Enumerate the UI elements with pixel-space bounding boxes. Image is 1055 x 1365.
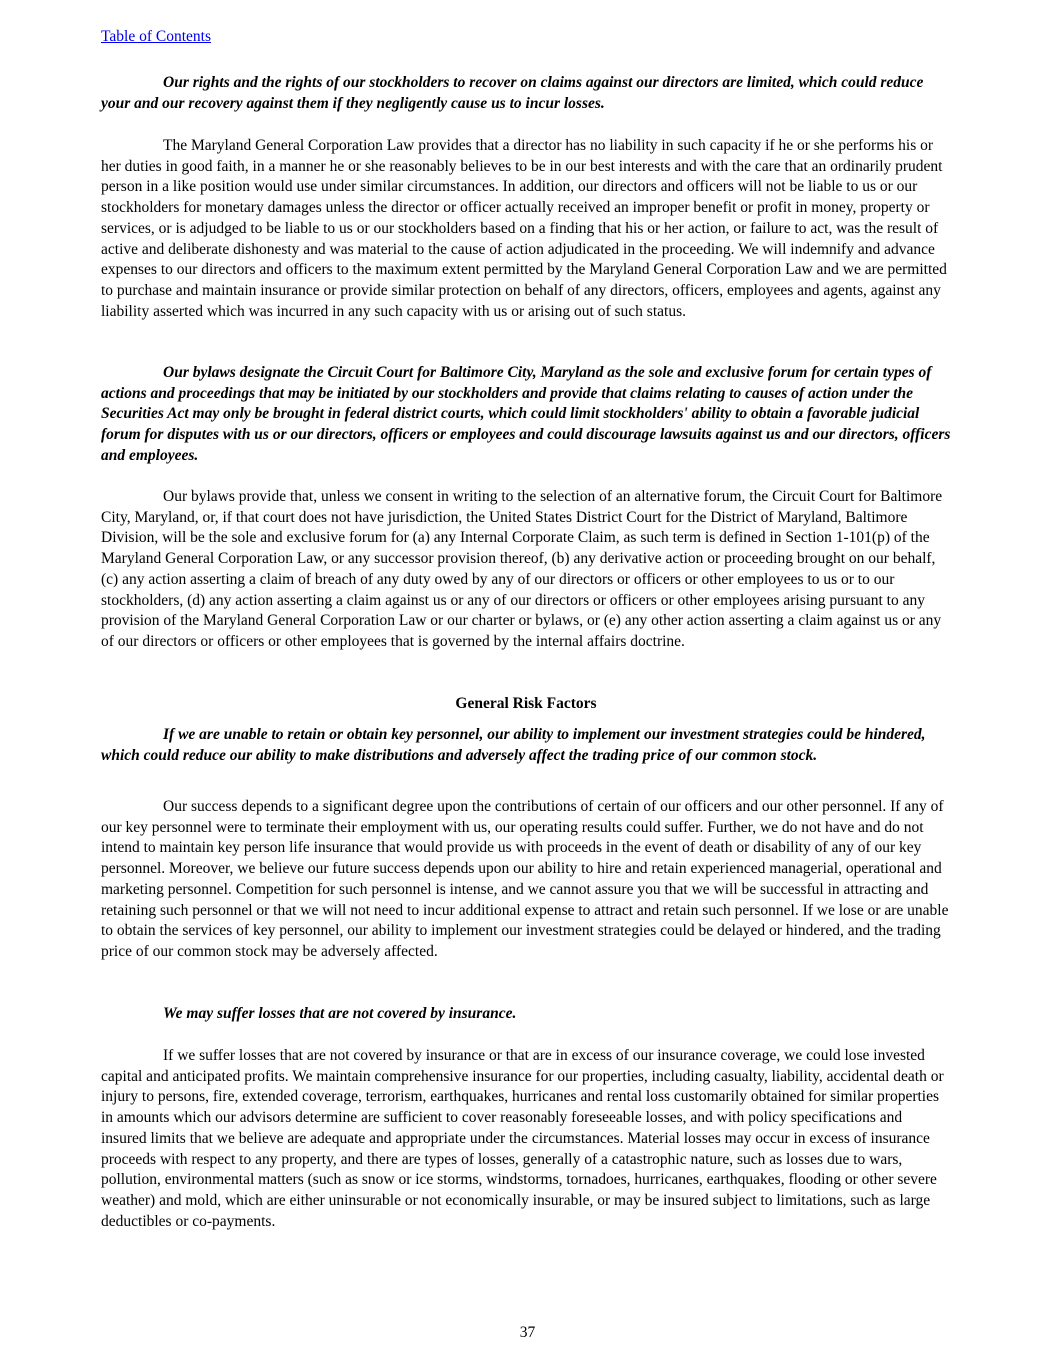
paragraph-insurance-losses: If we suffer losses that are not covered by insurance or that are in excess of our insurance coverage, we could lose invested capital and anticipated profits. We maintain comprehensive insurance for our properties, including casualty, liability, accidental death or injury to persons, fire, extended coverage, terrorism, earthquakes, hurricanes and rental loss customarily obtained for similar properties in amounts which our advisors determine are sufficient to cover reasonably foreseeable losses, and with policy specifications and insured limits that we believe are adequate and appropriate under the circumstances. Material losses may occur in excess of insurance proceeds with respect to any property, and there are types of losses, generally of a catastrophic nature, such as losses due to wars, pollution, environmental matters (such as snow or ice storms, windstorms, tornadoes, hurricanes, earthquakes, flooding or other severe weather) and mold, which are either uninsurable or not economically insurable, or may be insured subject to limitations, such as large deductibles or co-payments.: [101, 1047, 944, 1230]
heading-director-liability: Our rights and the rights of our stockholders to recover on claims against our directors are limited, which could reduce your and our recovery against them if they negligently cause us to incur losses.: [101, 74, 924, 112]
paragraph-exclusive-forum: Our bylaws provide that, unless we consent in writing to the selection of an alternative forum, the Circuit Court for Baltimore City, Maryland, or, if that court does not have jurisdiction, the United States District Court for the District of Maryland, Baltimore Division, will be the sole and exclusive forum for (a) any Internal Corporate Claim, as such term is defined in Section 1-101(p) of the Maryland General Corporation Law, or any successor provision thereof, (b) any derivative action or proceeding brought on our behalf, (c) any action asserting a claim of breach of any duty owed by any of our directors or officers or other employees to us or to our stockholders, (d) any action asserting a claim against us or any of our directors or officers or other employees arising pursuant to any provision of the Maryland General Corporation Law or our charter or bylaws, or (e) any other action asserting a claim against us or any of our directors or officers or other employees that is governed by the internal affairs doctrine.: [101, 488, 943, 650]
heading-key-personnel: If we are unable to retain or obtain key personnel, our ability to implement our investment strategies could be hindered, which could reduce our ability to make distributions and adversely affect the trading price of our common stock.: [101, 726, 926, 764]
section-title-general-risk-factors: General Risk Factors: [455, 695, 597, 712]
heading-insurance-losses: We may suffer losses that are not covered by insurance.: [163, 1005, 517, 1022]
heading-exclusive-forum: Our bylaws designate the Circuit Court for Baltimore City, Maryland as the sole and exclusive forum for certain types of actions and proceedings that may be initiated by our stockholders and provide that claims relating to causes of action under the Securities Act may only be brought in federal district courts, which could limit stockholders' ability to obtain a favorable judicial forum for disputes with us or our directors, officers or employees and could discourage lawsuits against us and our directors, officers and employees.: [101, 364, 951, 464]
page-number: 37: [519, 1324, 536, 1341]
paragraph-key-personnel: Our success depends to a significant degree upon the contributions of certain of our officers and our other personnel. If any of our key personnel were to terminate their employment with us, our operating results could suffer. Further, we do not have and do not intend to maintain key person life insurance that would provide us with proceeds in the event of death or disability of any of our key personnel. Moreover, we believe our future success depends upon our ability to hire and retain experienced managerial, operational and marketing personnel. Competition for such personnel is intense, and we cannot assure you that we will be successful in attracting and retaining such personnel or that we will not need to incur additional expense to attract and retain such personnel. If we lose or are unable to obtain the services of key personnel, our ability to implement our investment strategies could be delayed or hindered, and the trading price of our common stock may be adversely affected.: [101, 798, 949, 960]
paragraph-director-liability: The Maryland General Corporation Law provides that a director has no liability in such capacity if he or she performs his or her duties in good faith, in a manner he or she reasonably believes to be in our best interests and with the care that an ordinarily prudent person in a like position would use under similar circumstances. In addition, our directors and officers will not be liable to us or our stockholders for monetary damages unless the director or officer actually received an improper benefit or profit in money, property or services, or is adjudged to be liable to us or our stockholders based on a finding that his or her action, or failure to act, was the result of active and deliberate dishonesty and was material to the cause of action adjudicated in the proceeding. We will indemnify and advance expenses to our directors and officers to the maximum extent permitted by the Maryland General Corporation Law and we are permitted to purchase and maintain insurance or provide similar protection on behalf of any directors, officers, employees and agents, against any liability asserted which was incurred in any such capacity with us or arising out of such status.: [101, 137, 947, 320]
table-of-contents-link[interactable]: Table of Contents: [101, 28, 211, 45]
